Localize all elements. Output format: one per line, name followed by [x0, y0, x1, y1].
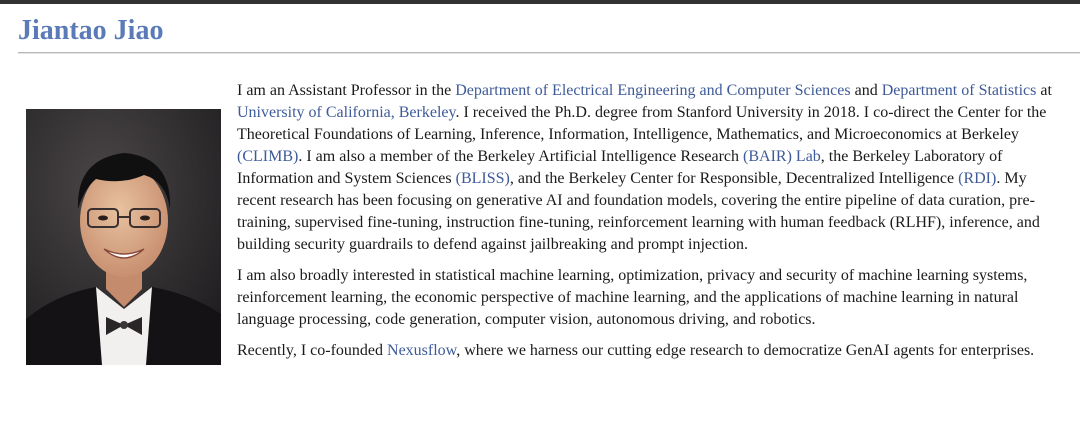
statistics-link[interactable]: Department of Statistics [881, 82, 1037, 99]
bio-section [237, 80, 1065, 371]
page-title: Jiantao Jiao [18, 15, 164, 46]
bio-text: at [1036, 82, 1052, 99]
bio-text: , and the Berkeley Center for Responsible, Decentralized Intelligence [509, 170, 959, 187]
portrait-photo [26, 109, 221, 365]
bair-link[interactable]: (BAIR) Lab [743, 148, 821, 165]
bio-text: . I am also a member of the Berkeley Artificial Intelligence Research [298, 148, 744, 165]
bio-text: Recently, I co-founded [237, 342, 388, 359]
bliss-link[interactable]: (BLISS) [455, 170, 510, 187]
top-border [0, 0, 1080, 4]
eecs-link[interactable]: Department of Electrical Engineering and Computer Sciences [455, 82, 851, 99]
portrait-icon [26, 109, 221, 365]
ucb-link[interactable]: University of California, Berkeley [237, 104, 456, 121]
header-divider [18, 52, 1080, 54]
nexusflow-link[interactable]: Nexusflow [387, 342, 457, 359]
bio-paragraph-3 [237, 340, 1065, 362]
bio-text: and [850, 82, 882, 99]
bio-text: I am an Assistant Professor in the [237, 82, 456, 99]
bio-text: , the Berkeley Laboratory of Information and System Sciences [237, 148, 1003, 187]
bio-text: . I received the Ph.D. degree from Stanford University in 2018. I co-direct the Center for the Theoretical Foundations of Learning, Inference, Information, Intelligence, Mathematics, and Microeconomics at Berkeley [237, 104, 1047, 143]
bio-text: . My recent research has been focusing on generative AI and foundation models, covering the entire pipeline of data curation, pre-training, supervised fine-tuning, instruction fine-tuning, reinforcement learning with human feedback (RLHF), inference, and building security guardrails to defend against jailbreaking and prompt injection. [237, 170, 1040, 253]
bio-text: , where we harness our cutting edge research to democratize GenAI agents for enterprises. [456, 342, 1035, 359]
bio-paragraph-2: I am also broadly interested in statistical machine learning, optimization, privacy and security of machine learning systems, reinforcement learning, the economic perspective of machine learning, and the applications of machine learning in natural language processing, code generation, computer vision, autonomous driving, and robotics. [237, 267, 1028, 328]
bio-paragraph-1 [237, 80, 1065, 256]
rdi-link[interactable]: (RDI) [958, 170, 997, 187]
climb-link[interactable]: (CLIMB) [237, 148, 299, 165]
